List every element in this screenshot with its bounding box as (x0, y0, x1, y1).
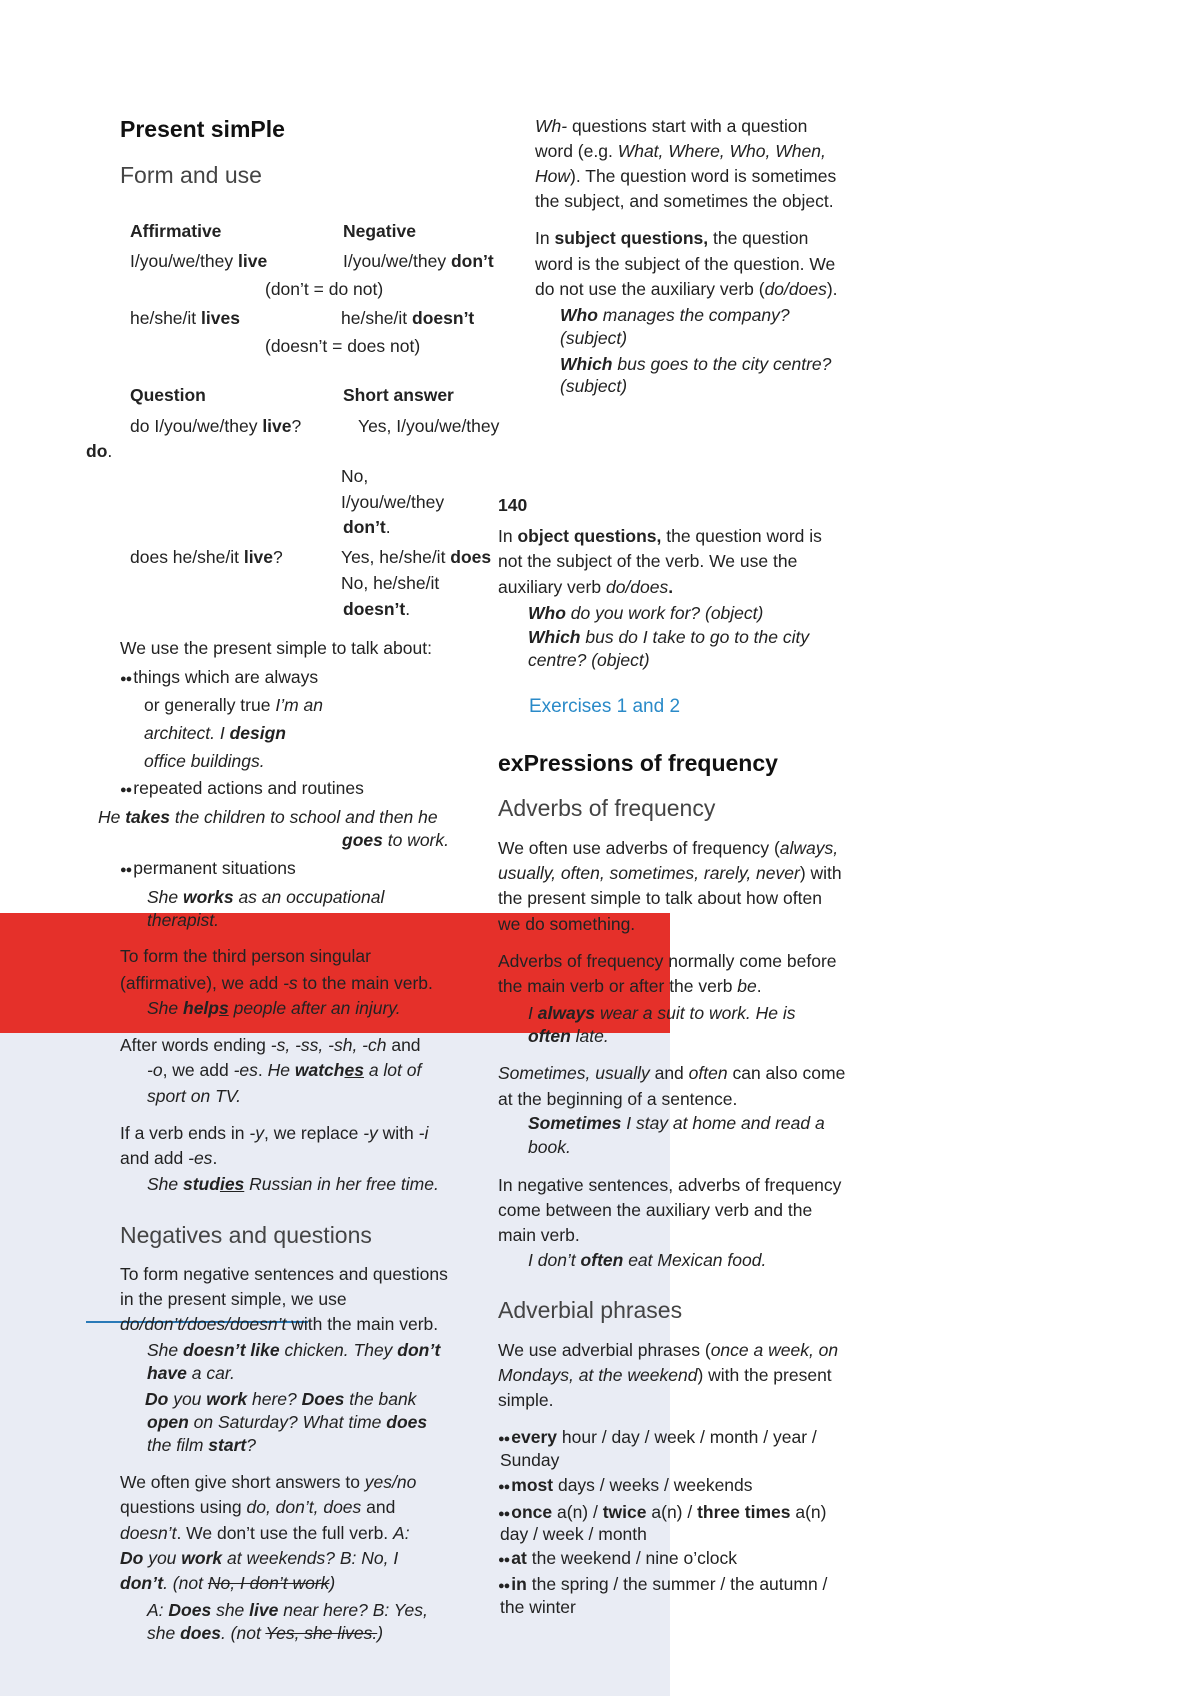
example-line: I always wear a suit to work. He is (528, 1003, 796, 1023)
rule-text-line: If a verb ends in -y, we replace -y with -i (120, 1123, 429, 1143)
example-line: sport on TV. (147, 1086, 242, 1106)
heading-adverbial-phrases: Adverbial phrases (498, 1297, 683, 1323)
rule-text-line: Adverbs of frequency normally come before (498, 951, 837, 971)
rule-text-line: Mondays, at the weekend) with the present (498, 1365, 832, 1385)
rule-text-line: the subject, and sometimes the object. (535, 191, 834, 211)
example-line: book. (528, 1137, 571, 1157)
example-line: therapist. (147, 910, 219, 930)
example-line: often late. (528, 1026, 609, 1046)
example-line: A: Does she live near here? B: Yes, (147, 1600, 428, 1620)
rule-text-line: In subject questions, the question (535, 228, 809, 248)
table-head-negative: Negative (343, 221, 416, 241)
bullet-icon: ●● (498, 1554, 510, 1566)
rule-text-line: come between the auxiliary verb and the (498, 1200, 813, 1220)
example-line: She studies Russian in her free time. (147, 1174, 439, 1194)
bullet-item: ●● permanent situations (120, 858, 296, 878)
example-line: the film start? (147, 1435, 256, 1455)
exercises-link[interactable]: Exercises 1 and 2 (529, 696, 681, 717)
example-line: goes to work. (342, 830, 449, 850)
rule-text-line: usually, often, sometimes, rarely, never) with (498, 863, 842, 883)
heading-adverbs-of-frequency: Adverbs of frequency (498, 795, 716, 821)
table-head-short-answer: Short answer (343, 385, 454, 405)
example-line: Do you work here? Does the bank (145, 1389, 417, 1409)
example-line: Who manages the company? (560, 305, 790, 325)
rule-text-line: After words ending -s, -ss, -sh, -ch and (120, 1035, 421, 1055)
rule-text-line: do/don’t/does/doesn’t with the main verb. (120, 1314, 439, 1334)
example-line: open on Saturday? What time does (147, 1412, 428, 1432)
table-short-4-b: doesn’t. (343, 599, 411, 619)
bullet-text-line: or generally true I’m an (144, 695, 323, 715)
rule-text-line: How). The question word is sometimes (535, 166, 837, 186)
bullet-item: ●● in the spring / the summer / the autumn / (498, 1574, 828, 1594)
bullet-item: ●● once a(n) / twice a(n) / three times a(n) (498, 1502, 827, 1522)
table-head-affirmative: Affirmative (130, 221, 222, 241)
bullet-icon: ●● (498, 1433, 510, 1445)
rule-text-line: and add -es. (120, 1148, 218, 1168)
rule-text-line: simple. (498, 1390, 554, 1410)
page-number: 140 (498, 495, 528, 515)
bullet-icon: ●● (120, 784, 132, 796)
rule-text-line: auxiliary verb do/does. (498, 577, 674, 597)
bullet-text-line: day / week / month (500, 1524, 647, 1544)
heading-form-and-use: Form and use (120, 162, 262, 188)
rule-text-line: at the beginning of a sentence. (498, 1089, 738, 1109)
rule-text-line: word (e.g. What, Where, Who, When, (535, 141, 826, 161)
example-line: she does. (not Yes, she lives.) (147, 1623, 384, 1643)
example-line: centre? (object) (528, 650, 650, 670)
example-line: She helps people after an injury. (147, 998, 401, 1018)
table-question-1: do I/you/we/they live? (130, 416, 302, 436)
use-intro: We use the present simple to talk about: (120, 638, 432, 658)
table-aff-2: he/she/it lives (130, 308, 240, 328)
rule-text-line: We use adverbial phrases (once a week, on (498, 1340, 839, 1360)
rule-text-line: in the present simple, we use (120, 1289, 347, 1309)
rule-text-line: doesn’t. We don’t use the full verb. A: (120, 1523, 410, 1543)
bullet-text-line: the winter (500, 1597, 576, 1617)
rule-text-line: we do something. (498, 914, 636, 934)
example-line: Who do you work for? (object) (528, 603, 764, 623)
example-line: have a car. (147, 1363, 235, 1383)
rule-text-line: main verb. (498, 1225, 580, 1245)
bullet-text-line: architect. I design (144, 723, 286, 743)
section-title-present-simple: Present simPle (120, 116, 285, 142)
table-neg-2: he/she/it doesn’t (341, 308, 475, 328)
bullet-item: ●● every hour / day / week / month / year / (498, 1427, 817, 1447)
table-short-1-do: do. (86, 441, 113, 461)
bullet-item: ●● most days / weeks / weekends (498, 1475, 753, 1495)
rule-text-line: the main verb or after the verb be. (498, 976, 762, 996)
rule-text-line: To form the third person singular (120, 946, 371, 966)
rule-text-line: not the subject of the verb. We use the (498, 551, 798, 571)
rule-text-line: Wh- questions start with a question (535, 116, 808, 136)
example-line: Which bus do I take to go to the city (528, 627, 810, 647)
rule-text-line: In object questions, the question word is (498, 526, 822, 546)
table-neg-1: I/you/we/they don’t (343, 251, 494, 271)
rule-text-line: To form negative sentences and questions (120, 1264, 448, 1284)
rule-text-line: Sometimes, usually and often can also come (498, 1063, 846, 1083)
table-short-4-a: No, he/she/it (341, 573, 440, 593)
table-head-question: Question (130, 385, 206, 405)
bullet-icon: ●● (120, 673, 132, 685)
example-line: Which bus goes to the city centre? (560, 354, 832, 374)
example-line: Sometimes I stay at home and read a (528, 1113, 825, 1133)
example-line: She doesn’t like chicken. They don’t (147, 1340, 441, 1360)
table-short-3: Yes, he/she/it does (341, 547, 492, 567)
example-line: She works as an occupational (147, 887, 385, 907)
rule-text-line: -o, we add -es. He watches a lot of (147, 1060, 422, 1080)
example-line: (subject) (560, 328, 628, 348)
table-aff-1: I/you/we/they live (130, 251, 268, 271)
rule-text-line: word is the subject of the question. We (535, 254, 836, 274)
table-neg-1-note: (don’t = do not) (265, 279, 384, 299)
rule-text-line: the present simple to talk about how often (498, 888, 822, 908)
rule-text-line: We often give short answers to yes/no (120, 1472, 417, 1492)
example-line: He takes the children to school and then he (98, 807, 438, 827)
bullet-icon: ●● (498, 1481, 510, 1493)
heading-negatives-and-questions: Negatives and questions (120, 1222, 372, 1248)
bullet-item: ●● repeated actions and routines (120, 778, 364, 798)
bullet-item: ●● at the weekend / nine o’clock (498, 1548, 737, 1568)
example-line: Do you work at weekends? B: No, I (120, 1548, 399, 1568)
example-line: (subject) (560, 376, 628, 396)
table-question-2: does he/she/it live? (130, 547, 283, 567)
section-title-expressions-of-frequency: exPressions of frequency (498, 750, 778, 776)
bullet-icon: ●● (498, 1580, 510, 1592)
table-short-2-b: I/you/we/they (341, 492, 445, 512)
bullet-icon: ●● (498, 1508, 510, 1520)
example-line: don’t. (not No, I don’t work) (120, 1573, 336, 1593)
bullet-item: ●● things which are always (120, 667, 319, 687)
example-line: I don’t often eat Mexican food. (528, 1250, 767, 1270)
bullet-text-line: Sunday (500, 1450, 560, 1470)
bullet-icon: ●● (120, 864, 132, 876)
rule-text-line: questions using do, don’t, does and (120, 1497, 396, 1517)
table-short-1: Yes, I/you/we/they (358, 416, 500, 436)
bullet-text-line: office buildings. (144, 751, 265, 771)
table-neg-2-note: (doesn’t = does not) (265, 336, 421, 356)
rule-text-line: do not use the auxiliary verb (do/does). (535, 279, 838, 299)
rule-text-line: In negative sentences, adverbs of frequency (498, 1175, 842, 1195)
table-short-2-c: don’t. (343, 517, 391, 537)
rule-text-line: (affirmative), we add -s to the main verb. (120, 973, 433, 993)
rule-text-line: We often use adverbs of frequency (always, (498, 838, 839, 858)
table-short-2-a: No, (341, 466, 369, 486)
